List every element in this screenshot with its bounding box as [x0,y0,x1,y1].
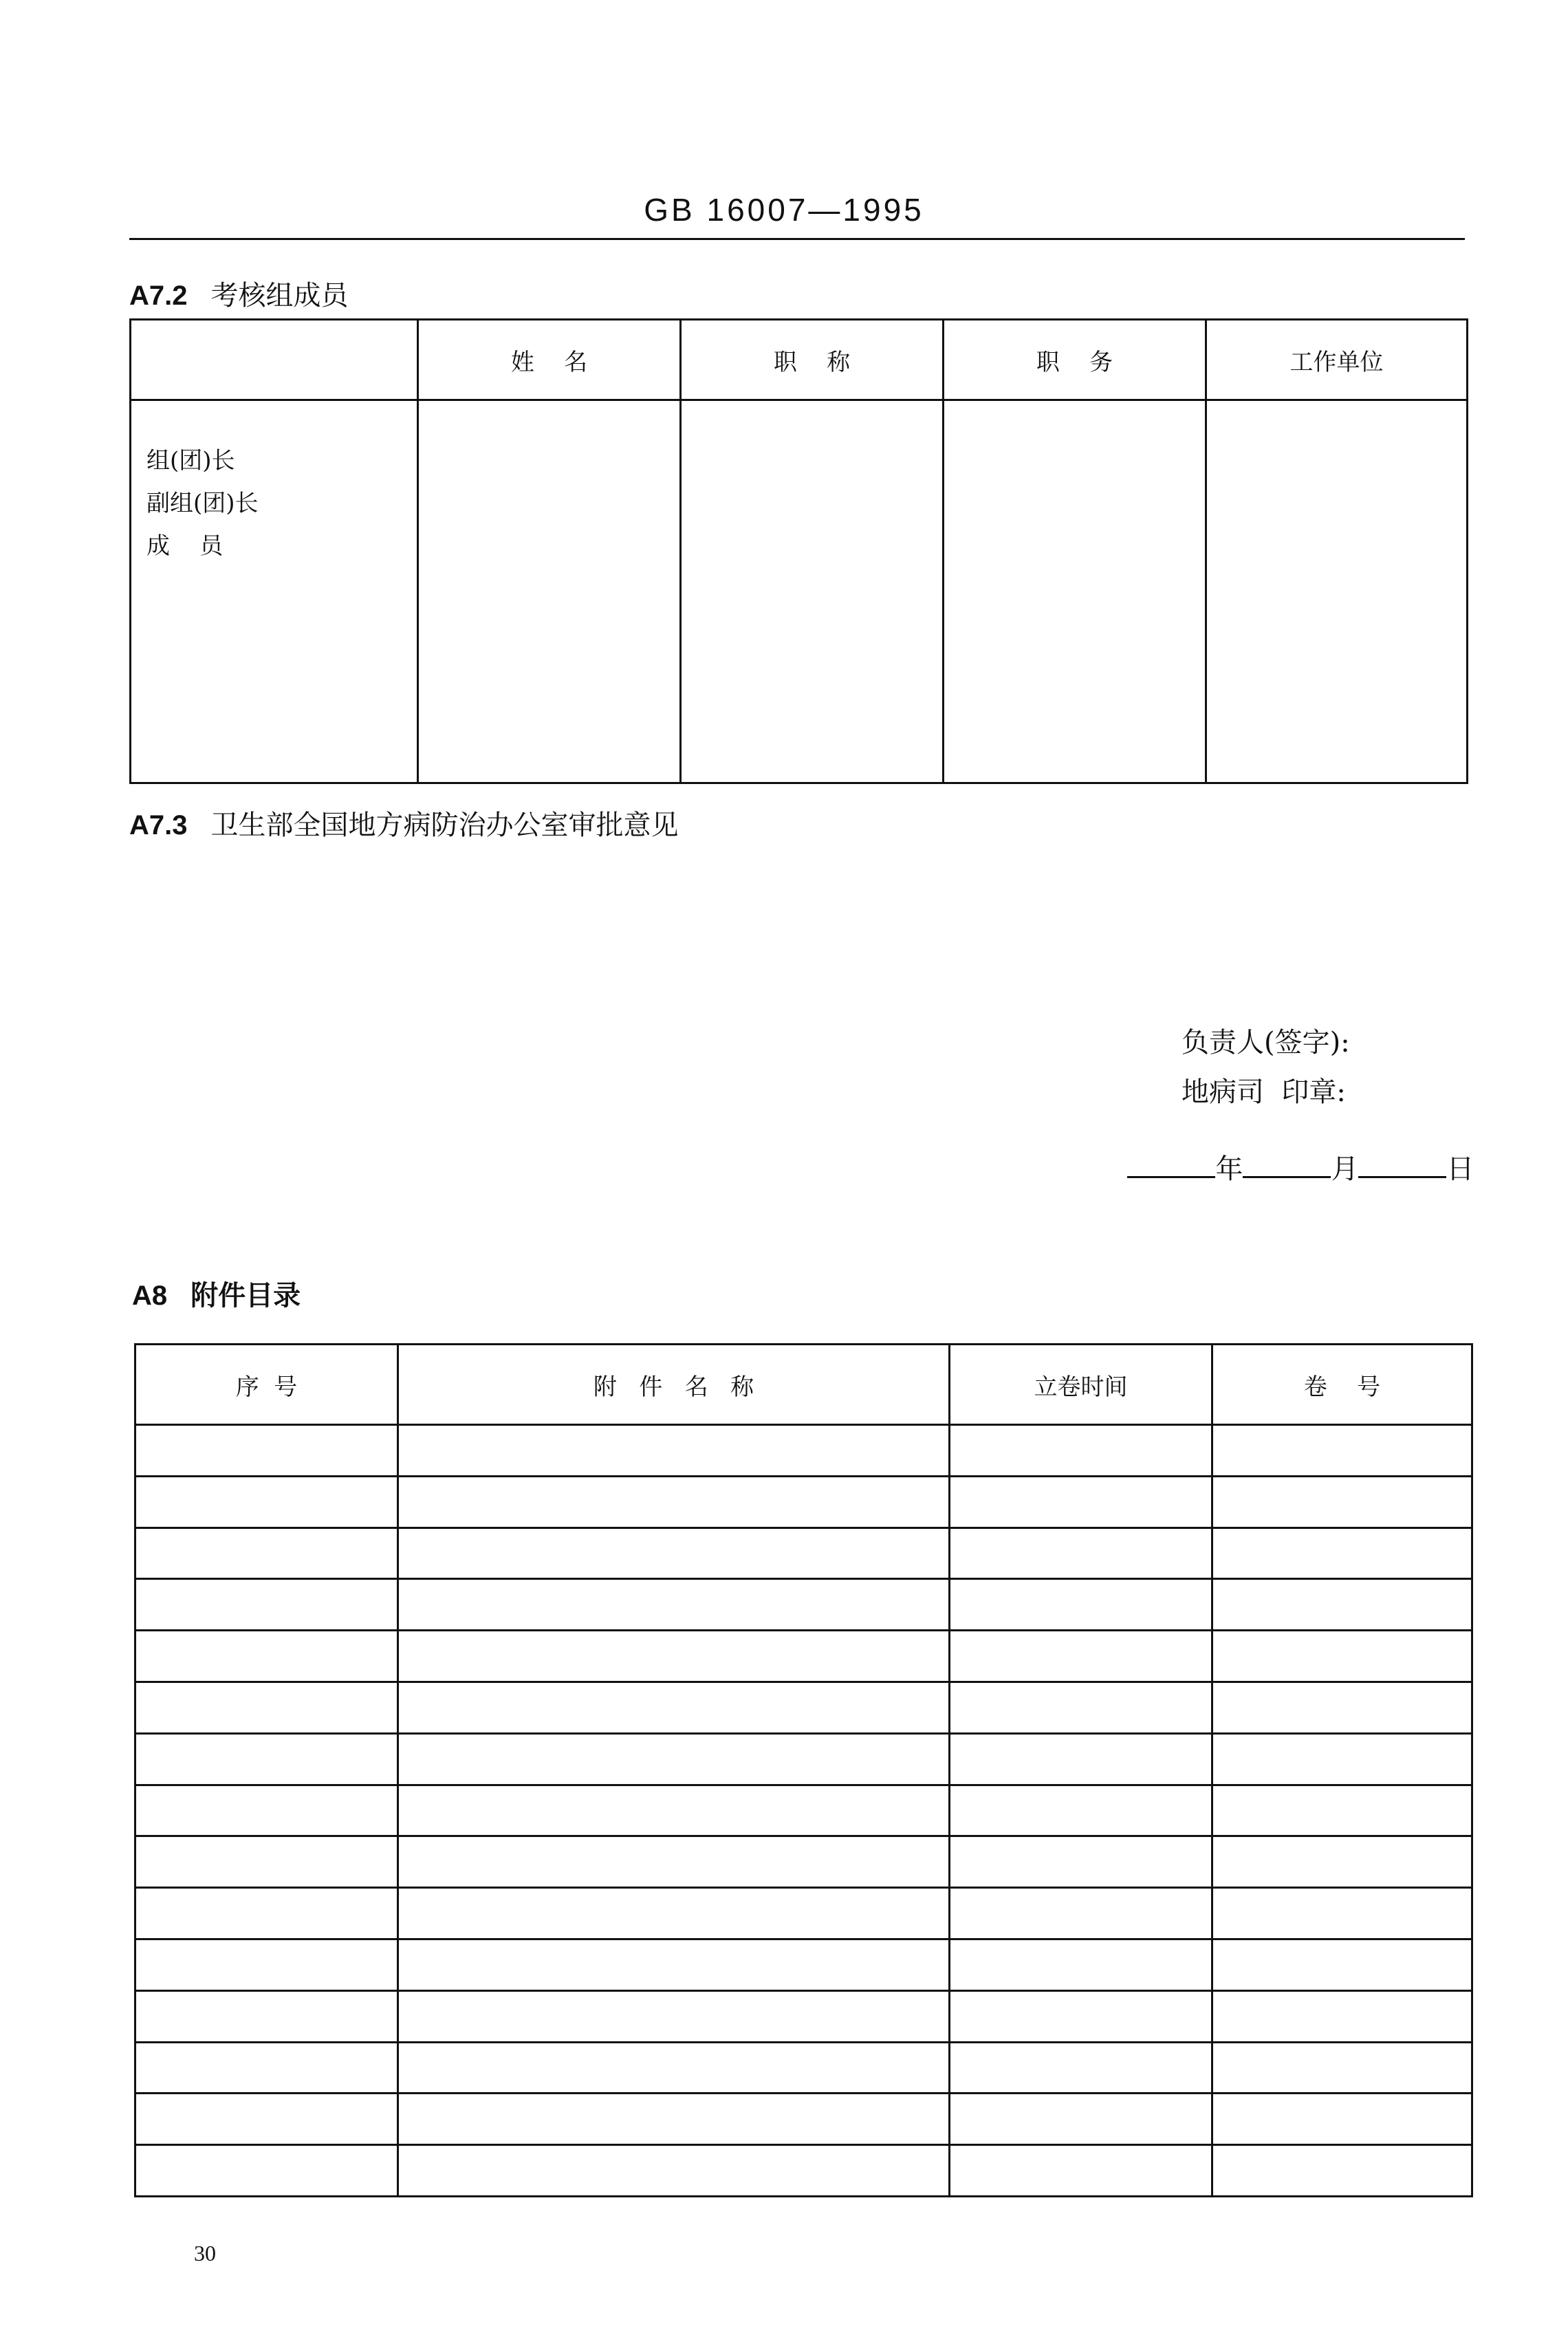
volume-number-cell[interactable] [1212,1888,1472,1939]
section-title: 附件目录 [190,1279,301,1312]
table-header-row [135,1345,1472,1425]
table-row [135,1682,1472,1733]
filing-time-cell[interactable] [950,2042,1212,2094]
serial-number-cell[interactable] [135,1682,398,1733]
serial-number-cell[interactable] [135,1733,398,1785]
section-title: 考核组成员 [210,280,349,312]
day-label: 日 [1446,1153,1474,1185]
attachment-name-cell[interactable] [398,1476,950,1528]
work-unit-cell[interactable] [1206,400,1468,783]
table-row [135,1631,1472,1682]
table-row [135,1528,1472,1579]
section-number: A7.3 [129,810,188,840]
filing-time-cell[interactable] [950,1579,1212,1631]
approval-date [1110,1116,1474,1186]
standard-code: GB 16007—1995 [644,192,924,228]
attachment-name-cell[interactable] [398,1733,950,1785]
attachment-name-cell[interactable] [398,2042,950,2094]
filing-time-cell[interactable] [950,1939,1212,1990]
filing-time-cell[interactable] [950,1785,1212,1836]
volume-number-cell[interactable] [1212,1836,1472,1888]
filing-time-cell[interactable] [950,1990,1212,2042]
role-member: 成 员 [146,532,224,560]
volume-number-cell[interactable] [1212,1733,1472,1785]
table-row [131,400,1468,783]
serial-number-cell[interactable] [135,1888,398,1939]
attachment-name-cell[interactable] [398,1990,950,2042]
serial-number-cell[interactable] [135,1476,398,1528]
role-deputy-leader: 副组(团)长 [146,490,259,517]
section-title: 卫生部全国地方病防治办公室审批意见 [210,809,679,841]
examination-team-table [129,318,1468,784]
volume-number-cell[interactable] [1212,1476,1472,1528]
seal-label: 地病司 印章: [1182,1076,1346,1108]
serial-number-cell[interactable] [135,1579,398,1631]
column-header-name: 姓 名 [418,320,681,400]
table-header-row [131,320,1468,400]
responsible-person-signature: 负责人(签字): [1182,1027,1350,1058]
column-header-serial-number: 序 号 [135,1345,398,1425]
filing-time-cell[interactable] [950,2094,1212,2145]
serial-number-cell[interactable] [135,1939,398,1990]
attachment-name-cell[interactable] [398,1528,950,1579]
month-label: 月 [1331,1153,1359,1185]
volume-number-cell[interactable] [1212,2042,1472,2094]
column-header-position: 职 务 [944,320,1206,400]
year-blank[interactable] [1127,1176,1215,1178]
name-cell[interactable] [418,400,681,783]
attachment-name-cell[interactable] [398,1631,950,1682]
column-header-title: 职 称 [681,320,944,400]
serial-number-cell[interactable] [135,2042,398,2094]
attachment-name-cell[interactable] [398,1579,950,1631]
table-row [135,1733,1472,1785]
filing-time-cell[interactable] [950,1888,1212,1939]
table-row [135,1476,1472,1528]
page-number: 30 [194,2241,216,2265]
table-row [135,1785,1472,1836]
role-labels [131,400,418,783]
title-cell[interactable] [681,400,944,783]
serial-number-cell[interactable] [135,1785,398,1836]
table-row [135,1579,1472,1631]
filing-time-cell[interactable] [950,1836,1212,1888]
filing-time-cell[interactable] [950,2145,1212,2197]
filing-time-cell[interactable] [950,1425,1212,1477]
column-header-attachment-name: 附 件 名 称 [398,1345,950,1425]
serial-number-cell[interactable] [135,2094,398,2145]
year-label: 年 [1215,1153,1243,1185]
section-number: A8 [132,1281,168,1311]
filing-time-cell[interactable] [950,1682,1212,1733]
table-row [135,2094,1472,2145]
attachment-name-cell[interactable] [398,1939,950,1990]
filing-time-cell[interactable] [950,1733,1212,1785]
column-header-volume-number: 卷 号 [1212,1345,1472,1425]
section-a8-heading [132,1274,301,1313]
filing-time-cell[interactable] [950,1631,1212,1682]
attachment-name-cell[interactable] [398,1425,950,1477]
role-leader: 组(团)长 [146,447,235,475]
column-header-work-unit: 工作单位 [1206,320,1468,400]
table-row [135,1939,1472,1990]
serial-number-cell[interactable] [135,1425,398,1477]
table-row [135,1425,1472,1477]
position-cell[interactable] [944,400,1206,783]
serial-number-cell[interactable] [135,1836,398,1888]
column-header-filing-time: 立卷时间 [950,1345,1212,1425]
attachment-name-cell[interactable] [398,1682,950,1733]
volume-number-cell[interactable] [1212,1579,1472,1631]
volume-number-cell[interactable] [1212,1785,1472,1836]
attachment-name-cell[interactable] [398,1836,950,1888]
attachment-name-cell[interactable] [398,1785,950,1836]
table-row [135,1836,1472,1888]
volume-number-cell[interactable] [1212,1425,1472,1477]
volume-number-cell[interactable] [1212,1682,1472,1733]
serial-number-cell[interactable] [135,2145,398,2197]
column-header-role [131,320,418,400]
volume-number-cell[interactable] [1212,1939,1472,1990]
volume-number-cell[interactable] [1212,2094,1472,2145]
serial-number-cell[interactable] [135,1990,398,2042]
month-blank[interactable] [1243,1176,1331,1178]
attachment-name-cell[interactable] [398,2145,950,2197]
table-row [135,1888,1472,1939]
header-rule [129,238,1465,240]
filing-time-cell[interactable] [950,1476,1212,1528]
volume-number-cell[interactable] [1212,1631,1472,1682]
volume-number-cell[interactable] [1212,2145,1472,2197]
serial-number-cell[interactable] [135,1528,398,1579]
volume-number-cell[interactable] [1212,1528,1472,1579]
section-a7-2-heading [129,274,349,313]
section-a7-3-heading [129,803,679,843]
attachment-name-cell[interactable] [398,1888,950,1939]
table-row [135,2145,1472,2197]
attachment-name-cell[interactable] [398,2094,950,2145]
day-blank[interactable] [1358,1176,1446,1178]
table-row [135,1990,1472,2042]
serial-number-cell[interactable] [135,1631,398,1682]
table-row [135,2042,1472,2094]
filing-time-cell[interactable] [950,1528,1212,1579]
volume-number-cell[interactable] [1212,1990,1472,2042]
section-number: A7.2 [129,281,188,311]
attachment-catalog-table [134,1343,1473,2197]
